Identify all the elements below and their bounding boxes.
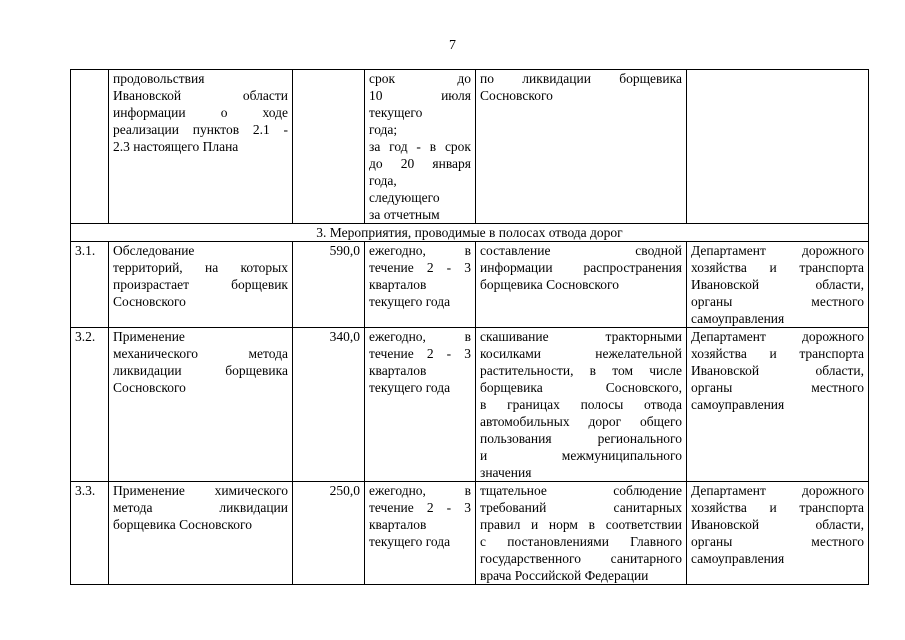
cell-line: 10 июля bbox=[369, 88, 471, 103]
cell-line: по ликвидации борщевика bbox=[480, 71, 682, 86]
cell-term bbox=[365, 328, 476, 482]
cell-num bbox=[71, 70, 109, 224]
table-row bbox=[71, 328, 869, 482]
cell-line: автомобильных дорог общего bbox=[480, 414, 682, 429]
cell-line: кварталов bbox=[369, 363, 427, 378]
cell-term bbox=[365, 242, 476, 328]
cell-activity bbox=[109, 328, 293, 482]
cell-line: органы местного bbox=[691, 294, 864, 309]
cell-num: 3.3. bbox=[71, 482, 109, 585]
cell-line: органы местного bbox=[691, 380, 864, 395]
cell-line: самоуправления bbox=[691, 551, 785, 566]
cell-line: в границах полосы отвода bbox=[480, 397, 682, 412]
cell-line: кварталов bbox=[369, 277, 427, 292]
table-row bbox=[71, 242, 869, 328]
cell-line: ежегодно, в bbox=[369, 243, 471, 258]
cell-line: течение 2 - 3 bbox=[369, 500, 471, 515]
cell-line: текущего bbox=[369, 105, 423, 120]
cell-result bbox=[476, 242, 687, 328]
cell-line: информации о ходе bbox=[113, 105, 288, 120]
cell-line: Обследование bbox=[113, 243, 195, 258]
cell-result bbox=[476, 482, 687, 585]
cell-line: значения bbox=[480, 465, 532, 480]
cell-line: государственного санитарного bbox=[480, 551, 682, 566]
cell-line: скашивание тракторными bbox=[480, 329, 682, 344]
cell-line: косилками нежелательной bbox=[480, 346, 682, 361]
cell-responsible bbox=[687, 328, 869, 482]
cell-activity bbox=[109, 70, 293, 224]
cell-line: пользования регионального bbox=[480, 431, 682, 446]
cell-line: Применение химического bbox=[113, 483, 288, 498]
cell-line: произрастает борщевик bbox=[113, 277, 288, 292]
cell-line: Департамент дорожного bbox=[691, 329, 864, 344]
cell-activity bbox=[109, 242, 293, 328]
cell-line: реализации пунктов 2.1 - bbox=[113, 122, 288, 137]
cell-line: борщевика Сосновского, bbox=[480, 380, 682, 395]
cell-line: механического метода bbox=[113, 346, 288, 361]
page-number: 7 bbox=[449, 38, 456, 53]
cell-line: текущего года bbox=[369, 294, 451, 309]
cell-line: растительности, в том числе bbox=[480, 363, 682, 378]
cell-result bbox=[476, 328, 687, 482]
cell-line: составление сводной bbox=[480, 243, 682, 258]
cell-line: Ивановской области bbox=[113, 88, 288, 103]
cell-line: хозяйства и транспорта bbox=[691, 500, 864, 515]
cell-line: врача Российской Федерации bbox=[480, 568, 649, 583]
cell-line: правил и норм в соответствии bbox=[480, 517, 682, 532]
table-row-continued bbox=[71, 70, 869, 224]
cell-amount: 250,0 bbox=[293, 482, 365, 585]
cell-line: информации распространения bbox=[480, 260, 682, 275]
cell-num: 3.2. bbox=[71, 328, 109, 482]
cell-line: с постановлениями Главного bbox=[480, 534, 682, 549]
table-row bbox=[71, 482, 869, 585]
cell-line: года, bbox=[369, 173, 397, 188]
cell-line: до 20 января bbox=[369, 156, 471, 171]
cell-line: тщательное соблюдение bbox=[480, 483, 682, 498]
cell-line: борщевика Сосновского bbox=[113, 517, 252, 532]
cell-line: года; bbox=[369, 122, 398, 137]
cell-line: продовольствия bbox=[113, 71, 205, 86]
cell-term bbox=[365, 70, 476, 224]
cell-line: Сосновского bbox=[113, 294, 186, 309]
cell-line: срок до bbox=[369, 71, 471, 86]
cell-line: следующего bbox=[369, 190, 440, 205]
cell-line: самоуправления bbox=[691, 311, 785, 326]
section-header-row bbox=[71, 224, 869, 242]
cell-line: борщевика Сосновского bbox=[480, 277, 619, 292]
cell-line: и межмуниципального bbox=[480, 448, 682, 463]
cell-line: течение 2 - 3 bbox=[369, 346, 471, 361]
cell-line: за год - в срок bbox=[369, 139, 471, 154]
cell-line: Ивановской области, bbox=[691, 517, 864, 532]
cell-line: самоуправления bbox=[691, 397, 785, 412]
cell-line: текущего года bbox=[369, 380, 451, 395]
cell-line: ежегодно, в bbox=[369, 329, 471, 344]
cell-line: Ивановской области, bbox=[691, 277, 864, 292]
cell-term bbox=[365, 482, 476, 585]
cell-amount bbox=[293, 70, 365, 224]
cell-line: текущего года bbox=[369, 534, 451, 549]
cell-line: ликвидации борщевика bbox=[113, 363, 288, 378]
cell-num: 3.1. bbox=[71, 242, 109, 328]
cell-line: органы местного bbox=[691, 534, 864, 549]
cell-responsible bbox=[687, 70, 869, 224]
cell-line: требований санитарных bbox=[480, 500, 682, 515]
cell-line: Департамент дорожного bbox=[691, 243, 864, 258]
cell-line: ежегодно, в bbox=[369, 483, 471, 498]
cell-result bbox=[476, 70, 687, 224]
cell-line: Ивановской области, bbox=[691, 363, 864, 378]
section-title: 3. Мероприятия, проводимые в полосах отвода дорог bbox=[71, 224, 869, 242]
cell-line: Департамент дорожного bbox=[691, 483, 864, 498]
cell-responsible bbox=[687, 242, 869, 328]
cell-line: течение 2 - 3 bbox=[369, 260, 471, 275]
cell-line: хозяйства и транспорта bbox=[691, 346, 864, 361]
cell-line: Применение bbox=[113, 329, 185, 344]
cell-line: хозяйства и транспорта bbox=[691, 260, 864, 275]
cell-activity bbox=[109, 482, 293, 585]
cell-line: Сосновского bbox=[113, 380, 186, 395]
cell-amount: 340,0 bbox=[293, 328, 365, 482]
cell-line: метода ликвидации bbox=[113, 500, 288, 515]
cell-line: территорий, на которых bbox=[113, 260, 288, 275]
cell-line: кварталов bbox=[369, 517, 427, 532]
cell-line: за отчетным bbox=[369, 207, 440, 222]
cell-line: 2.3 настоящего Плана bbox=[113, 139, 239, 154]
plan-table bbox=[70, 69, 869, 585]
cell-line: Сосновского bbox=[480, 88, 553, 103]
cell-responsible bbox=[687, 482, 869, 585]
cell-amount: 590,0 bbox=[293, 242, 365, 328]
